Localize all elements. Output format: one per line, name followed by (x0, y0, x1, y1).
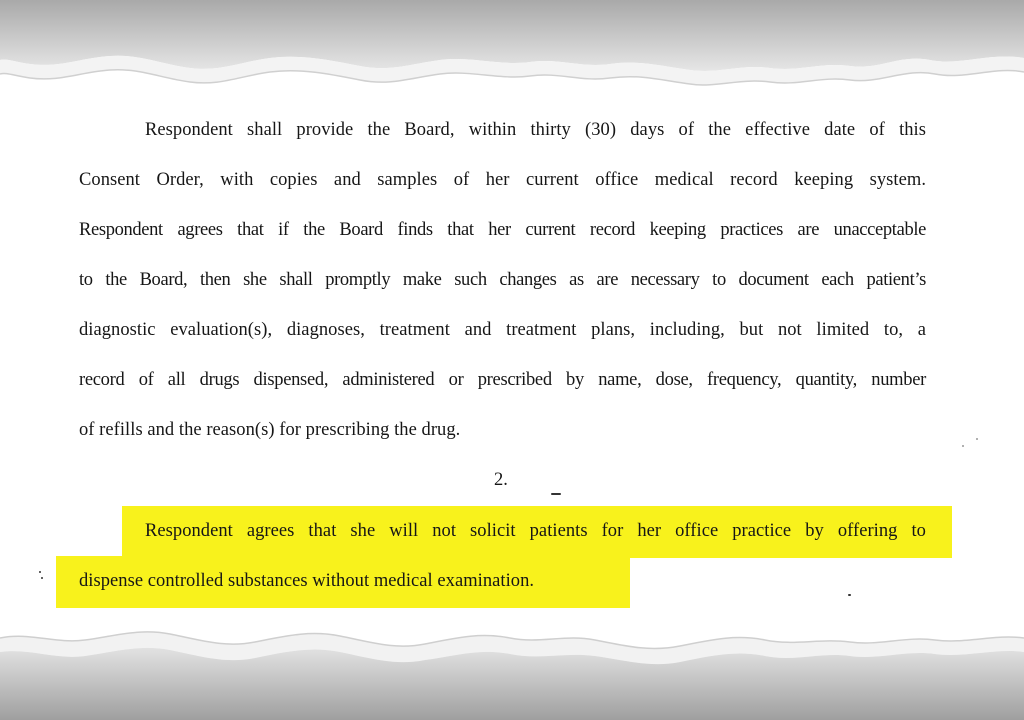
torn-paper-bottom-edge (0, 600, 1024, 720)
scan-speck (962, 445, 964, 447)
scan-speck (39, 571, 41, 573)
paragraph-1-line-1: Respondent shall provide the Board, within thirty (30) days of the effective date of this (145, 120, 926, 140)
scan-speck (41, 577, 43, 579)
paragraph-1-line-7: of refills and the reason(s) for prescribing the drug. (79, 420, 461, 440)
scan-speck (551, 493, 561, 495)
paragraph-1-line-4: to the Board, then she shall promptly make such changes as are necessary to document each patient’s (79, 270, 926, 290)
paragraph-1-line-6: record of all drugs dispensed, administered or prescribed by name, dose, frequency, quantity, number (79, 370, 926, 390)
paragraph-1-line-2: Consent Order, with copies and samples of her current office medical record keeping system. (79, 170, 926, 190)
scan-speck (976, 438, 978, 440)
section-number: 2. (494, 470, 508, 490)
scan-speck (848, 594, 851, 596)
torn-paper-top-edge (0, 0, 1024, 100)
paragraph-2-line-1: Respondent agrees that she will not solicit patients for her office practice by offering to (145, 521, 926, 541)
paragraph-2-line-2: dispense controlled substances without medical examination. (79, 571, 535, 591)
paragraph-1-line-5: diagnostic evaluation(s), diagnoses, treatment and treatment plans, including, but not limited to, a (79, 320, 926, 340)
paragraph-1-line-3: Respondent agrees that if the Board finds that her current record keeping practices are unacceptable (79, 220, 926, 240)
